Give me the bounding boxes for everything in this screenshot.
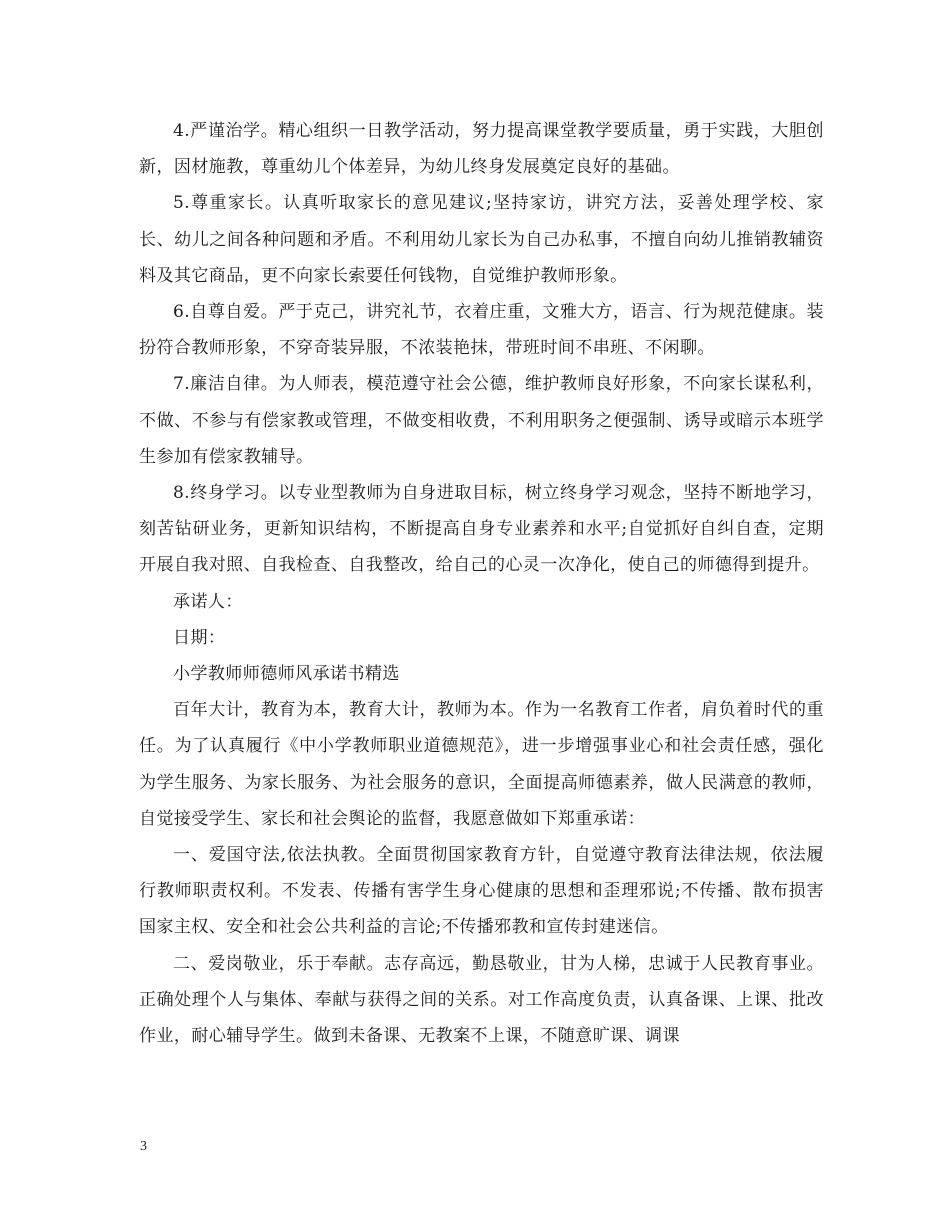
- paragraph-item-4: 4.严谨治学。精心组织一日教学活动，努力提高课堂教学要质量，勇于实践，大胆创新，因材施教，尊重幼儿个体差异，为幼儿终身发展奠定良好的基础。: [139, 121, 824, 178]
- paragraph-item-6: 6.自尊自爱。严于克己，讲究礼节，衣着庄重，文雅大方，语言、行为规范健康。装扮符合教师形象，不穿奇装异服，不浓装艳抹，带班时间不串班、不闲聊。: [139, 302, 824, 359]
- page-number: 3: [140, 1139, 147, 1154]
- document-body: [139, 113, 824, 1054]
- paragraph-item-5: 5.尊重家长。认真听取家长的意见建议;坚持家访，讲究方法，妥善处理学校、家长、幼儿之间各种问题和矛盾。不利用幼儿家长为自己办私事，不擅自向幼儿推销教辅资料及其它商品，更不向家长索要任何钱物，自觉维护教师形象。: [139, 193, 824, 286]
- signer-label: 承诺人：: [173, 591, 243, 612]
- paragraph-item-8: 8.终身学习。以专业型教师为自身进取目标，树立终身学习观念，坚持不断地学习，刻苦钻研业务，更新知识结构，不断提高自身专业素养和水平;自觉抓好自纠自查，定期开展自我对照、自我检查、自我整改，给自己的心灵一次净化，使自己的师德得到提升。: [139, 483, 824, 576]
- pledge-item-2: 二、爱岗敬业，乐于奉献。志存高远，勤恳敬业，甘为人梯，忠诚于人民教育事业。正确处理个人与集体、奉献与获得之间的关系。对工作高度负责，认真备课、上课、批改作业，耐心辅导学生。做到未备课、无教案不上课，不随意旷课、调课: [139, 953, 824, 1047]
- date-label: 日期：: [173, 627, 226, 648]
- intro-paragraph: 百年大计，教育为本，教育大计，教师为本。作为一名教育工作者，肩负着时代的重任。为了认真履行《中小学教师职业道德规范》，进一步增强事业心和社会责任感，强化为学生服务、为家长服务、为社会服务的意识，全面提高师德素养，做人民满意的教师，自觉接受学生、家长和社会舆论的监督，我愿意做如下郑重承诺：: [139, 700, 824, 829]
- paragraph-item-7: 7.廉洁自律。为人师表，模范遵守社会公德，维护教师良好形象，不向家长谋私利，不做、不参与有偿家教或管理，不做变相收费，不利用职务之便强制、诱导或暗示本班学生参加有偿家教辅导。: [139, 374, 824, 467]
- pledge-item-1: 一、爱国守法,依法执教。全面贯彻国家教育方针，自觉遵守教育法律法规，依法履行教师职责权利。不发表、传播有害学生身心健康的思想和歪理邪说;不传播、散布损害国家主权、安全和社会公共利益的言论;不传播邪教和宣传封建迷信。: [139, 845, 824, 938]
- section-title: 小学教师师德师风承诺书精选: [173, 664, 400, 685]
